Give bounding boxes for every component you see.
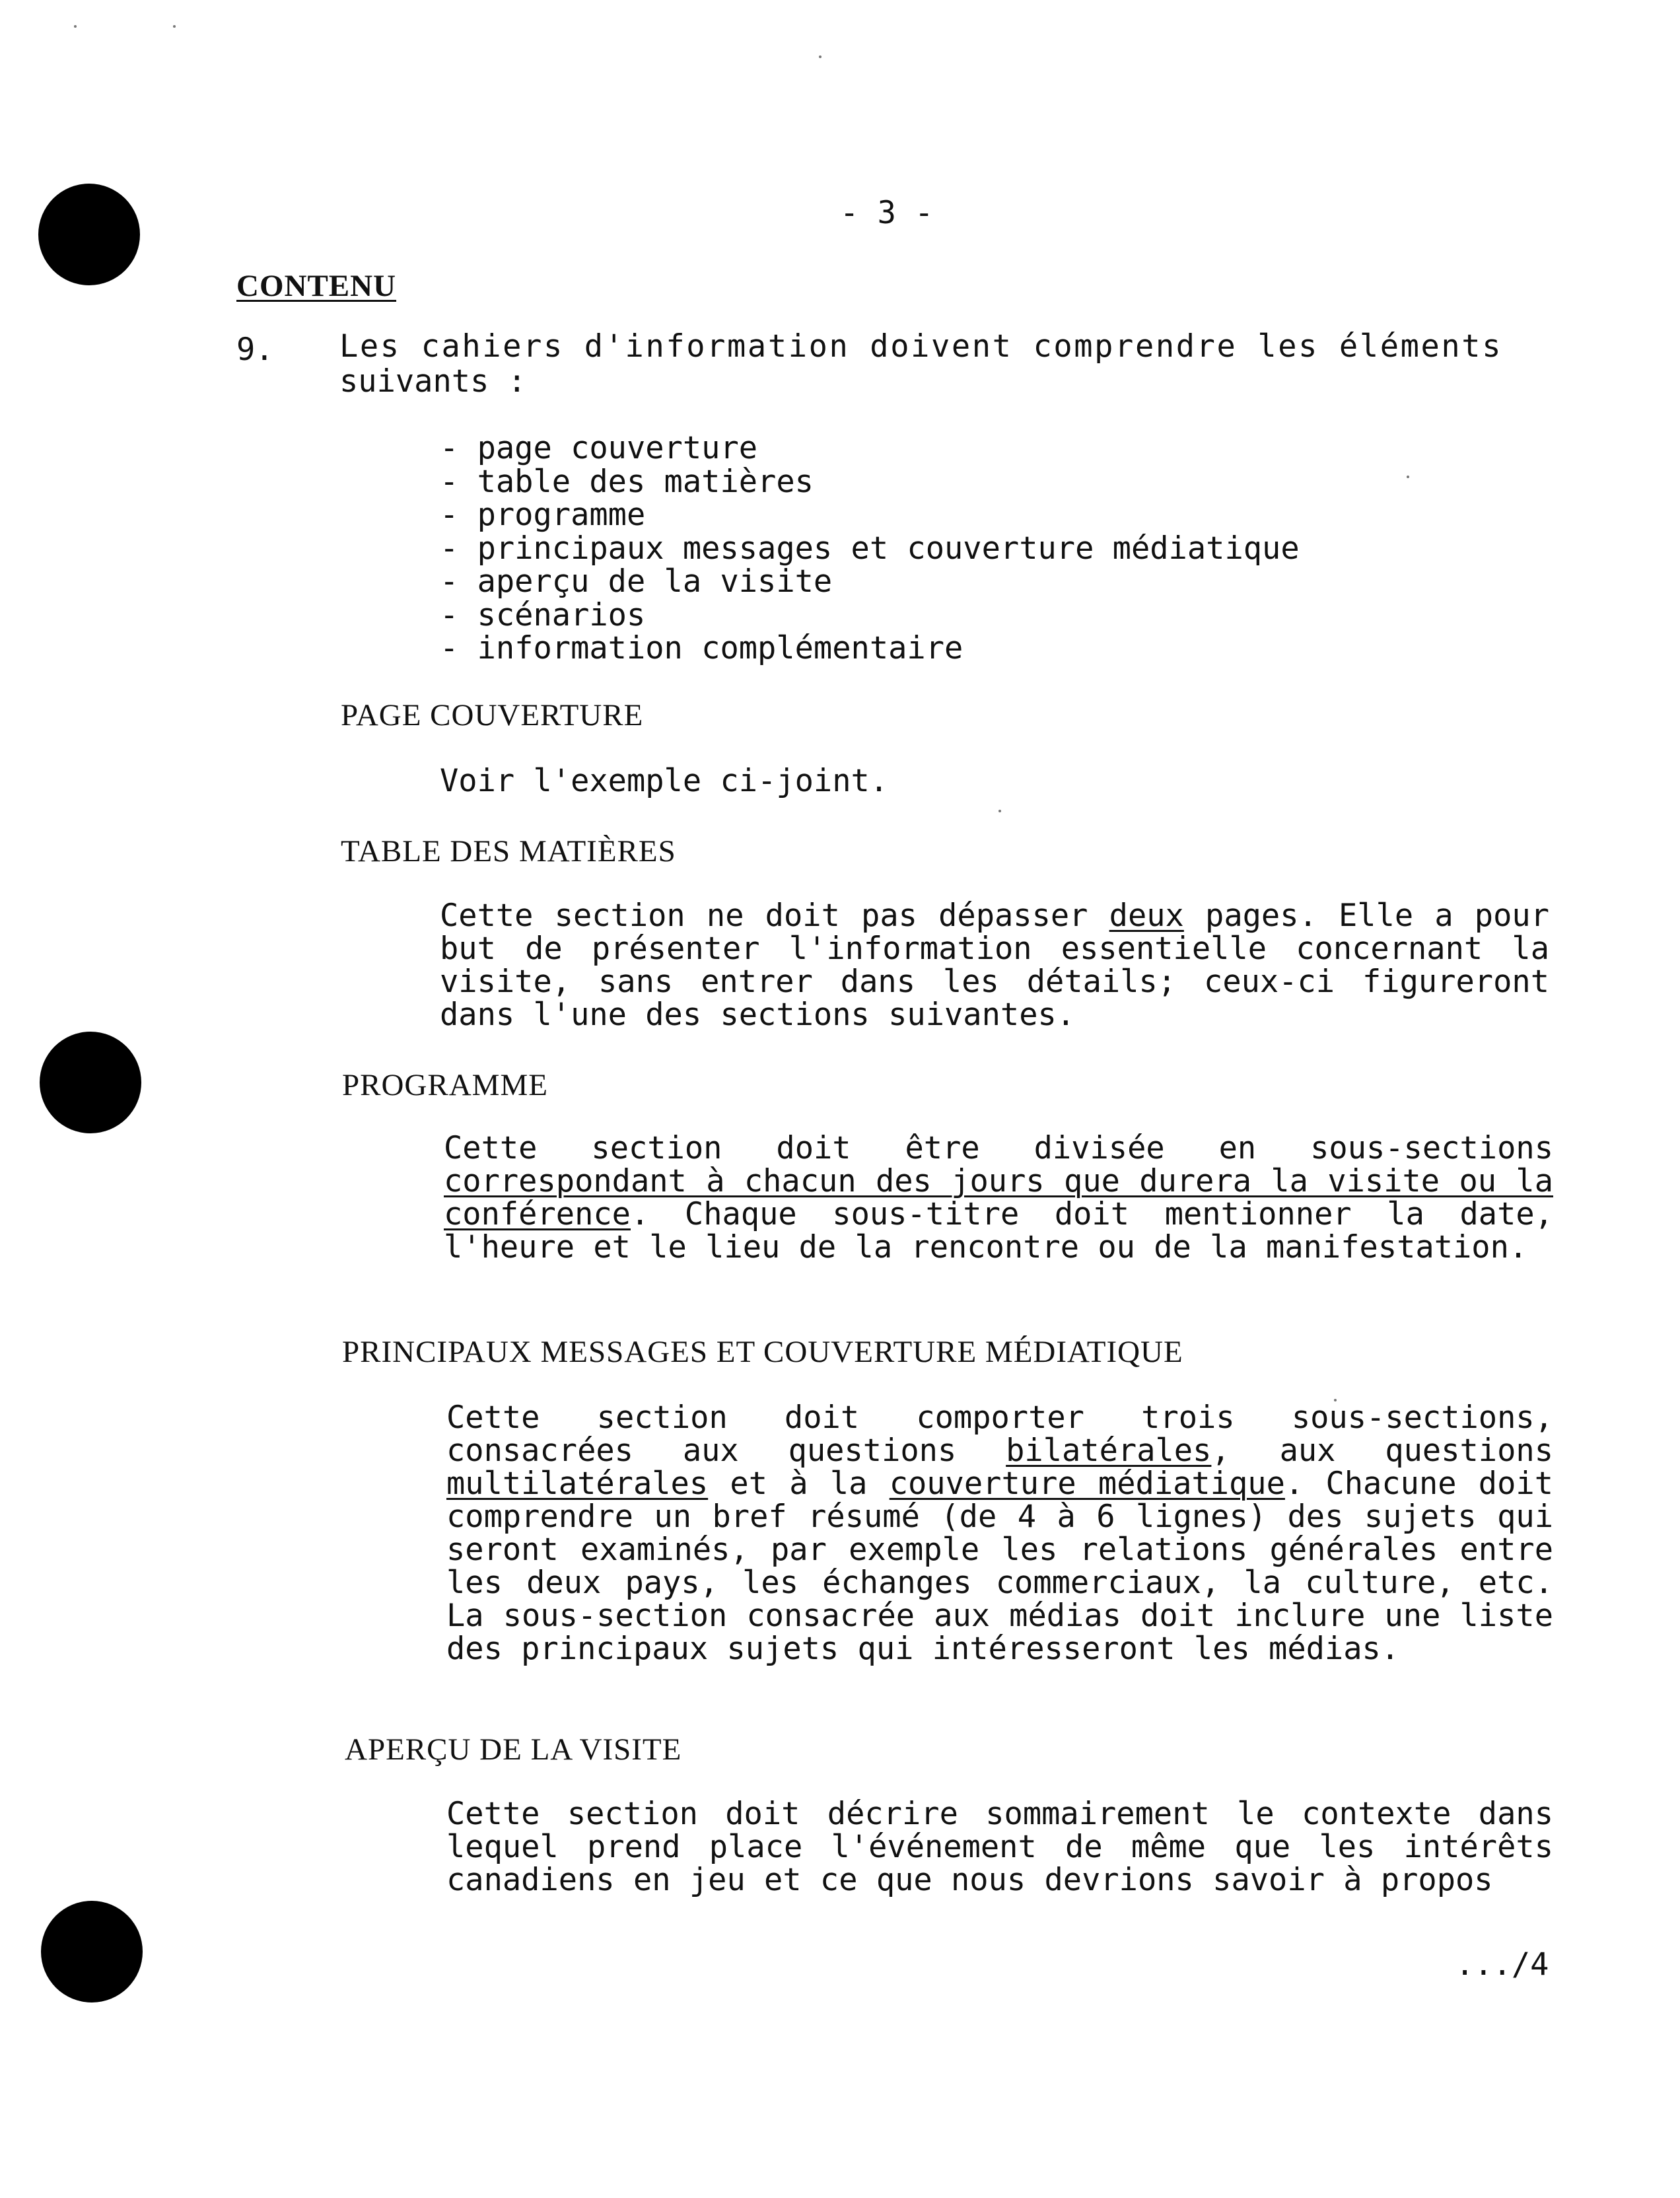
- punch-hole-top: [38, 184, 140, 285]
- scan-speck: [173, 25, 176, 28]
- list-item: - table des matières: [440, 463, 814, 500]
- underlined-text: deux: [1109, 898, 1184, 934]
- list-item: - information complémentaire: [440, 630, 963, 666]
- section-title: CONTENU: [236, 269, 397, 303]
- underlined-text: couverture médiatique: [889, 1466, 1285, 1502]
- heading-programme: PROGRAMME: [342, 1068, 548, 1102]
- underlined-text: bilatérales: [1006, 1433, 1212, 1469]
- text-run: Cette section ne doit pas dépasser: [440, 898, 1109, 934]
- heading-apercu: APERÇU DE LA VISITE: [345, 1732, 682, 1767]
- scan-speck: [1407, 476, 1409, 478]
- list-item: - aperçu de la visite: [440, 563, 833, 600]
- principaux-messages-paragraph: [446, 1401, 1553, 1666]
- text-run: , aux questions: [1211, 1433, 1553, 1469]
- item-intro-line1: Les cahiers d'information doivent comprendre les éléments: [339, 328, 1503, 365]
- elements-list: [440, 432, 1300, 666]
- heading-page-couverture: PAGE COUVERTURE: [341, 698, 644, 732]
- list-item: - principaux messages et couverture médiatique: [440, 530, 1300, 567]
- text-run: . Chacune doit comprendre un bref résumé (de 4 à 6 lignes) des sujets qui seront examinés, par exemple les relations générales entre les deux pays, les échanges commerciaux, la culture, etc. La sous-section consacrée aux médias doit inclure une liste des principaux sujets qui intéresseront les médias.: [446, 1466, 1553, 1667]
- programme-paragraph: [444, 1132, 1553, 1264]
- page-number: - 3 -: [840, 195, 934, 231]
- page-couverture-text: Voir l'exemple ci-joint.: [440, 763, 889, 799]
- scan-speck: [998, 810, 1001, 812]
- apercu-paragraph: [446, 1798, 1553, 1897]
- text-run: Cette section doit décrire sommairement le contexte dans lequel prend place l'événement de même que les intérêts canadiens en jeu et ce que nous devrions savoir à propos: [446, 1796, 1553, 1898]
- heading-table-des-matieres: TABLE DES MATIÈRES: [341, 834, 676, 869]
- list-item: - programme: [440, 497, 646, 533]
- item-number: 9.: [236, 332, 274, 368]
- text-run: et à la: [708, 1466, 890, 1502]
- scan-speck: [819, 55, 822, 58]
- underlined-text: correspondant à chacun des jours que durera la visite ou la conférence: [444, 1163, 1553, 1232]
- text-run: pages. Elle a pour but de présenter l'information essentielle concernant la visite, sans entrer dans les détails; ceux-ci figureront dans l'une des sections suivantes.: [440, 898, 1549, 1033]
- text-run: Cette section doit comporter trois sous-sections, consacrées aux questions: [446, 1400, 1553, 1469]
- scan-speck: [74, 25, 77, 28]
- table-des-matieres-paragraph: [440, 900, 1549, 1032]
- punch-hole-middle: [40, 1032, 141, 1133]
- continuation-marker: .../4: [1455, 1946, 1549, 1983]
- text-run: . Chaque sous-titre doit mentionner la date, l'heure et le lieu de la rencontre ou de la manifestation.: [444, 1196, 1553, 1265]
- punch-hole-bottom: [41, 1901, 143, 2003]
- list-item: - scénarios: [440, 596, 646, 633]
- text-run: Cette section doit être divisée en sous-sections: [444, 1130, 1553, 1166]
- underlined-text: multilatérales: [446, 1466, 709, 1502]
- heading-principaux-messages: PRINCIPAUX MESSAGES ET COUVERTURE MÉDIATIQUE: [342, 1335, 1183, 1369]
- list-item: - page couverture: [440, 430, 758, 466]
- item-intro-line2: suivants :: [339, 363, 526, 400]
